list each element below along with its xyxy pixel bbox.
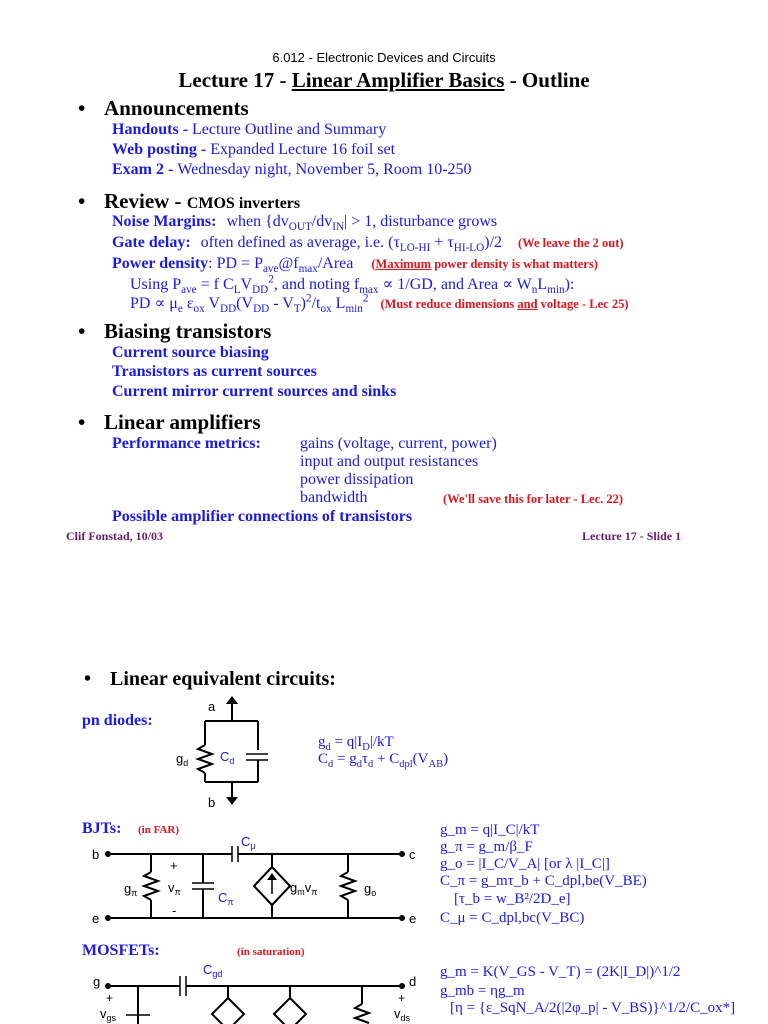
exam-line: Exam 2 - Wednesday night, November 5, Room 10-250 xyxy=(112,161,472,178)
mosfet-circuit xyxy=(108,976,402,1024)
v-gs-plus: + xyxy=(106,991,114,1005)
node-b-label: b xyxy=(208,795,216,810)
mosfet-eq: g_m = K(V_GS - V_T) = (2K|I_D|)^1/2 xyxy=(440,964,681,980)
c-gd-label: $C_{gd}$ xyxy=(203,962,223,979)
node-c-dot xyxy=(399,851,405,857)
bjt-node-b: b xyxy=(92,847,100,862)
gm-vpi-label: $g_mv_\pi$ xyxy=(290,880,318,897)
mosfet-eq: [η = {ε_SqN_A/2(|2φ_p| - V_BS)}^1/2/C_ox*] xyxy=(450,1000,736,1016)
v-gs-label: $v_{gs}$ xyxy=(100,1006,117,1023)
metric-item: gains (voltage, current, power) xyxy=(300,435,497,452)
pd-note: (Must reduce dimensions and voltage - Lec 25) xyxy=(380,297,629,311)
node-b-dot xyxy=(105,851,111,857)
bjt-label: BJTs: xyxy=(82,820,122,837)
bjt-eq: g_o = |I_C/V_A| [or λ |I_C|] xyxy=(440,856,610,872)
title-prefix: Lecture 17 - xyxy=(178,68,292,92)
node-g-dot xyxy=(105,983,111,989)
bjt-eq: [τ_b = w_B²/2D_e] xyxy=(454,891,571,907)
c-mu-label: $C_\mu$ xyxy=(241,834,256,851)
bjt-node-c: c xyxy=(409,847,416,862)
v-ds-plus: + xyxy=(398,991,406,1005)
pn-diodes-label: pn diodes: xyxy=(82,712,153,729)
c-pi-label: $C_\pi$ xyxy=(218,890,234,907)
bandwidth-note: (We'll save this for later - Lec. 22) xyxy=(443,492,624,506)
bullet-review: • Review - CMOS inverters xyxy=(78,189,301,213)
bjt-node-e1: e xyxy=(92,911,100,926)
v-pi-minus: - xyxy=(172,903,177,918)
mos-node-g: g xyxy=(93,974,101,989)
gate-delay-line: Gate delay: often defined as average, i.e. $(\tau_{LO-HI} + \tau_{HI-LO})/2$ (We leave the 2 out) xyxy=(112,234,624,255)
connections-line: Possible amplifier connections of transistors xyxy=(112,508,413,525)
v-pi-label: $v_\pi$ xyxy=(168,880,181,897)
handouts-line: Handouts - Lecture Outline and Summary xyxy=(112,121,387,138)
power-density-line: Power density: PD = $P_{ave}@f_{max}$/Area (Maximum power density is what matters) xyxy=(112,255,598,276)
node-e1-dot xyxy=(105,915,111,921)
mos-node-d: d xyxy=(409,974,417,989)
course-title: 6.012 - Electronic Devices and Circuits xyxy=(272,50,496,65)
footer-slide-number: Lecture 17 - Slide 1 xyxy=(582,529,682,543)
footer-author: Clif Fonstad, 10/03 xyxy=(66,529,164,543)
biasing-item: Current source biasing xyxy=(112,344,269,361)
gate-delay-note: (We leave the 2 out) xyxy=(518,236,624,250)
noise-margins-line: Noise Margins: when {$dv_{OUT}/dv_{IN}| > 1$, disturbance grows xyxy=(112,213,498,234)
title-topic: Linear Amplifier Basics xyxy=(291,68,505,92)
mosfet-note: (in saturation) xyxy=(237,946,305,958)
pn-eq-2: $C_d = g_d\tau_d + C_{dpl}(V_{AB})$ xyxy=(318,751,449,770)
metric-item: input and output resistances xyxy=(300,453,479,470)
lecture-title xyxy=(0,68,768,93)
mosfet-eq: g_mb = ηg_m xyxy=(440,983,525,999)
node-e2-dot xyxy=(399,915,405,921)
v-ds-label: $v_{ds}$ xyxy=(394,1006,411,1023)
node-a-label: a xyxy=(208,699,216,714)
bullet-biasing: • Biasing transistors xyxy=(78,319,272,343)
metric-item: power dissipation xyxy=(300,471,414,488)
biasing-item: Transistors as current sources xyxy=(112,363,317,380)
title-suffix: - Outline xyxy=(504,68,590,92)
node-b-arrow-icon xyxy=(226,797,238,805)
mosfet-label: MOSFETs: xyxy=(82,942,160,959)
gd-label: $g_d$ xyxy=(176,751,189,768)
web-posting-line: Web posting - Expanded Lecture 16 foil set xyxy=(112,141,396,158)
bjt-eq: g_m = q|I_C|/kT xyxy=(440,822,540,838)
bullet-linear-equivalent: • Linear equivalent circuits: xyxy=(84,668,336,690)
cd-label: $C_d$ xyxy=(220,749,235,766)
bullet-announcements: • Announcements xyxy=(78,96,249,120)
bjt-circuit xyxy=(108,846,402,918)
g-o-label: $g_o$ xyxy=(364,881,377,898)
v-pi-plus: + xyxy=(170,858,178,873)
current-source-arrow-icon xyxy=(267,873,277,880)
circuit-diagrams xyxy=(0,580,768,1024)
announcements-heading: Announcements xyxy=(104,96,249,120)
bjt-node-e2: e xyxy=(409,911,417,926)
metrics-label: Performance metrics: xyxy=(112,435,261,452)
node-d-dot xyxy=(399,983,405,989)
g-pi-label: $g_\pi$ xyxy=(124,881,138,898)
pd-proportional-line: PD ∝ $\mu_e$ $\varepsilon_{ox}$ $V_{DD}(V_{DD} - V_T)^2/t_{ox}$ $L_{min}^2$ (Must reduce dimensions and voltage - Lec 25) xyxy=(130,292,629,316)
pn-eq-1: $g_d = q|I_D|/kT$ xyxy=(318,734,394,753)
bjt-note: (in FAR) xyxy=(138,824,180,836)
node-a-arrow-icon xyxy=(226,696,238,704)
biasing-item: Current mirror current sources and sinks xyxy=(112,383,397,400)
using-line: Using $P_{ave} = f$ $C_LV_{DD}^2$, and noting $f_{max} \propto 1/GD$, and Area ∝ $W_nL_{min}$): xyxy=(130,273,575,297)
bullet-linear-amplifiers: • Linear amplifiers xyxy=(78,410,261,434)
bjt-eq: g_π = g_m/β_F xyxy=(440,839,533,855)
bjt-eq: C_μ = C_dpl,bc(V_BC) xyxy=(440,910,585,926)
bjt-eq: C_π = g_mτ_b + C_dpl,be(V_BE) xyxy=(440,873,647,889)
metric-item: bandwidth xyxy=(300,489,368,506)
power-density-note: (Maximum power density is what matters) xyxy=(371,257,598,271)
